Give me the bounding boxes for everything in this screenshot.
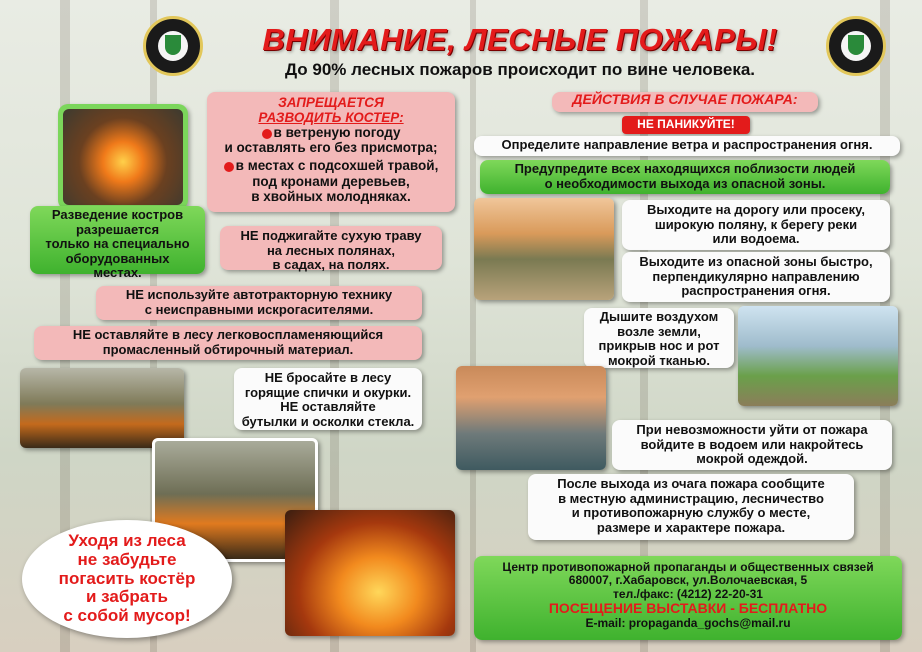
khabarovsk-krai-emblem-left bbox=[143, 16, 203, 76]
road-step: Выходите на дорогу или просеку, широкую поляну, к берегу реки или водоема. bbox=[622, 200, 890, 250]
prohibited-subheading: РАЗВОДИТЬ КОСТЕР: bbox=[258, 110, 404, 126]
bonfire-prohibited-box: ЗАПРЕЩАЕТСЯ РАЗВОДИТЬ КОСТЕР: в ветреную погоду и оставлять его без присмотра; в местах с подсохшей травой, под кронами деревьев, в хвойных молодняках. bbox=[207, 92, 455, 212]
perpendicular-step: Выходите из опасной зоны быстро, перпендикулярно направлению распространения огня. bbox=[622, 252, 890, 302]
rags-warning: НЕ оставляйте в лесу легковоспламеняющийся промасленный обтирочный материал. bbox=[34, 326, 422, 360]
bullet-icon bbox=[262, 129, 272, 139]
masked-people-photo bbox=[738, 306, 898, 406]
dry-grass-warning: НЕ поджигайте сухую траву на лесных полянах, в садах, на полях. bbox=[220, 226, 442, 270]
khabarovsk-krai-emblem-right bbox=[826, 16, 886, 76]
actions-heading: ДЕЙСТВИЯ В СЛУЧАЕ ПОЖАРА: bbox=[552, 92, 818, 112]
grass-fire-photo bbox=[20, 368, 184, 448]
prohibited-heading: ЗАПРЕЩАЕТСЯ bbox=[278, 95, 384, 110]
page-title: ВНИМАНИЕ, ЛЕСНЫЕ ПОЖАРЫ! bbox=[262, 22, 778, 57]
org-address: 680007, г.Хабаровск, ул.Волочаевская, 5 bbox=[568, 573, 808, 588]
machinery-warning: НЕ используйте автотракторную технику с неисправными искрогасителями. bbox=[96, 286, 422, 320]
road-escape-photo bbox=[474, 198, 614, 300]
wind-direction-step: Определите направление ветра и распространения огня. bbox=[474, 136, 900, 156]
org-name: Центр противопожарной пропаганды и общественных связей bbox=[502, 560, 874, 574]
bullet-icon bbox=[224, 162, 234, 172]
matches-warning: НЕ бросайте в лесу горящие спички и окурки. НЕ оставляйте бутылки и осколки стекла. bbox=[234, 368, 422, 430]
org-phone: тел./факс: (4212) 22-20-31 bbox=[613, 586, 763, 601]
org-email[interactable]: E-mail: propaganda_gochs@mail.ru bbox=[585, 615, 791, 630]
exhibition-note: ПОСЕЩЕНИЕ ВЫСТАВКИ - БЕСПЛАТНО bbox=[548, 600, 828, 617]
breathe-step: Дышите воздухом возле земли, прикрыв нос и рот мокрой тканью. bbox=[584, 308, 734, 368]
no-panic-badge: НЕ ПАНИКУЙТЕ! bbox=[622, 116, 750, 134]
large-fire-photo bbox=[285, 510, 455, 636]
water-refuge-photo bbox=[456, 366, 606, 470]
bonfire-photo-frame bbox=[58, 104, 188, 210]
bonfire-photo bbox=[63, 109, 183, 205]
leaving-forest-reminder: Уходя из леса не забудьте погасить костёр и забрать с собой мусор! bbox=[22, 520, 232, 638]
page-subtitle: До 90% лесных пожаров происходит по вине человека. bbox=[284, 60, 756, 79]
water-step: При невозможности уйти от пожара войдите в водоем или накройтесь мокрой одеждой. bbox=[612, 420, 892, 470]
contact-footer bbox=[474, 556, 902, 640]
report-step: После выхода из очага пожара сообщите в местную администрацию, лесничество и противопожарную службу о месте, размере и характере пожара. bbox=[528, 474, 854, 540]
warn-people-step: Предупредите всех находящихся поблизости людей о необходимости выхода из опасной зоны. bbox=[480, 160, 890, 194]
bonfire-allowed-note: Разведение костров разрешается только на специально оборудованных местах. bbox=[30, 206, 205, 274]
